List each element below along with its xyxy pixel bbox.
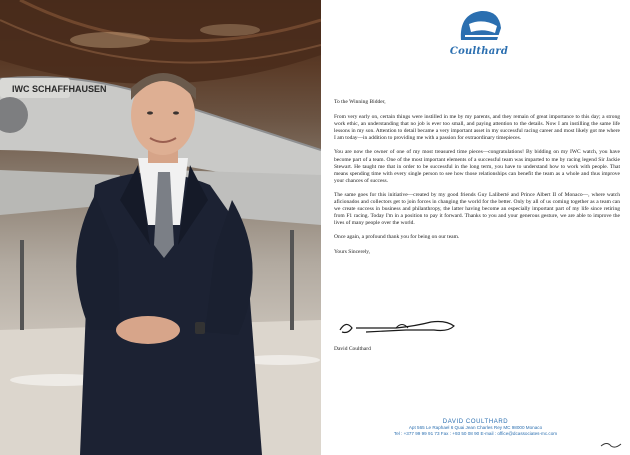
footer-name: DAVID COULTHARD [442,419,509,425]
footer-address: Apt 565 Le Raphael 6 Quai Jean Charles Rey MC 98000 Monaco [408,425,543,430]
letter-panel [321,0,630,455]
paragraph-1: From very early on, certain things were instilled in me by my parents, and they remain of great importance to this day; a strong work ethic, an understanding that no job is ever too small, and paying attention to the details. Now I am instilling the same life lessons in my son. Attention to detail became a very important asset in my successful racing career and most likely got me where I am today—in addition to providing me with a passion for extraordinary timepieces. [334,114,620,142]
iwc-banner-text: IWC SCHAFFHAUSEN [12,84,107,94]
paragraph-4: Once again, a profound thank you for being on our team. [334,234,460,241]
signer-name: David Coulthard [334,346,371,352]
salutation: To the Winning Bidder, [334,99,386,105]
paragraph-3: The same goes for this initiative—created by my good friends Guy Laliberté and Prince Albert II of Monaco—, where watch aficionados and collectors get to join forces in changing the world for the better. Only by all of us coming together as a team can we create success in business and philanthropy, the latter having become an especially important part of my life since retiring from F1 racing. Today I'm in a position to pay it forward. Thanks to you and your generous gesture, we are able to improve the lives of many people over the world. [334,191,620,227]
signature-image [336,316,466,338]
closing: Yours Sincerely, [334,248,371,255]
paragraph-2: You are now the owner of one of my most treasured time pieces—congratulations! By bidding on my IWC watch, you have become part of a team. One of the most important elements of a successful team was imparted to me by racing legend Sir Jackie Stewart. He taught me that in order to be successful in the long term, you have to understand how to work with people. That means spending time with every single person to see how those relationships can benefit the team as a whole and thus improve your chances of success. [334,149,620,184]
letter-body [334,99,620,263]
logo-text: Coulthard [449,46,509,57]
corner-mark-icon [599,440,623,450]
footer-contact: Tel : +377 99 99 91 73 Fax : +93 50 08 90 E-mail : office@dcassociates-mc.com [393,431,558,436]
coulthard-logo [439,6,519,68]
helmet-icon [439,6,519,48]
letter-footer [321,419,630,437]
